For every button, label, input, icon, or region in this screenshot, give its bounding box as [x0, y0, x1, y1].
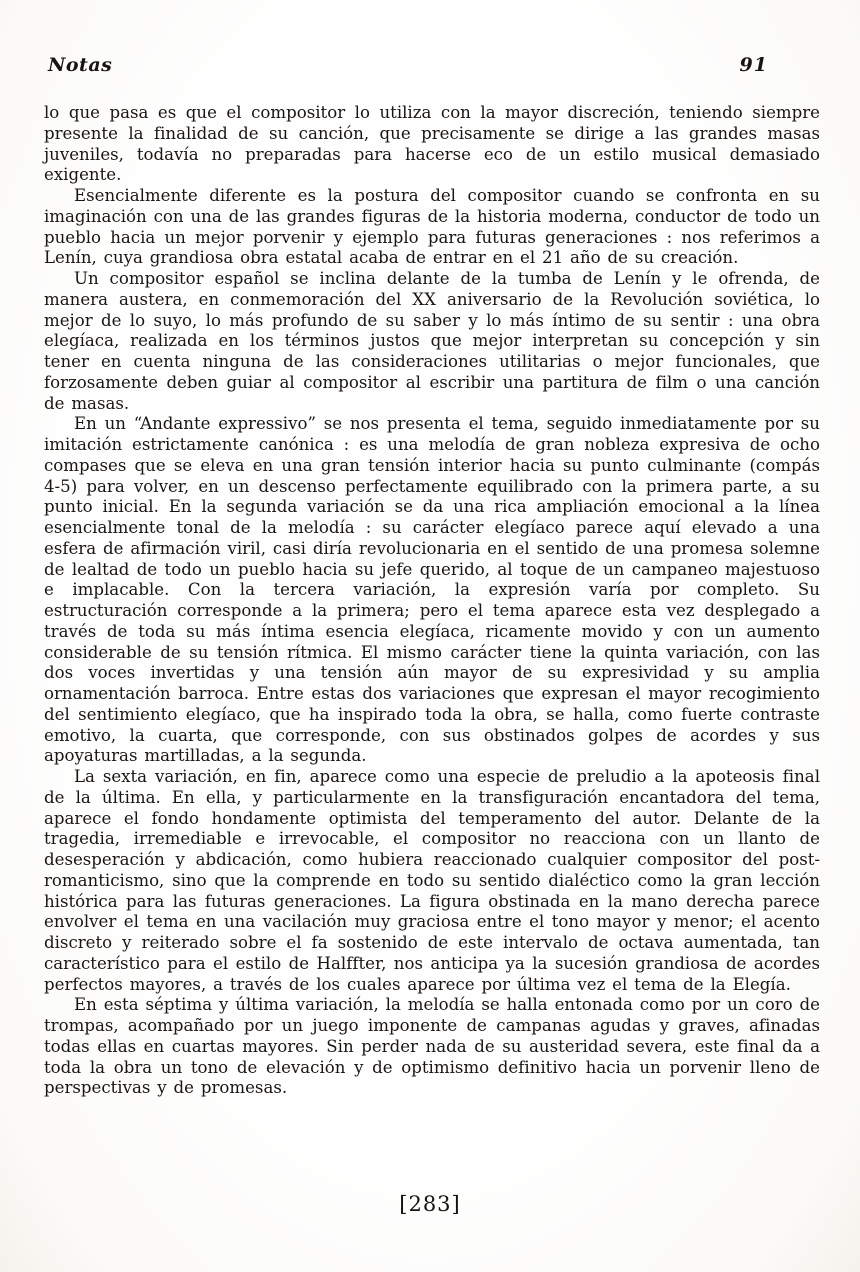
body-text	[44, 103, 820, 1099]
folio-number: [283]	[399, 1192, 461, 1216]
paragraph: lo que pasa es que el compositor lo utiliza con la mayor discreción, teniendo siempre presente la finalidad de su canción, que precisamente se dirige a las grandes masas juveniles, todavía no preparadas para hacerse eco de un estilo musical demasiado exigente.	[44, 103, 820, 185]
paragraph: En esta séptima y última variación, la melodía se halla entonada como por un coro de trompas, acompañado por un juego imponente de campanas agudas y graves, afinadas todas ellas en cuartas mayores. Sin perder nada de su austeridad severa, este final da a toda la obra un tono de elevación y de optimismo definitivo hacia un porvenir lleno de perspectivas y de promesas.	[44, 995, 820, 1098]
page-number: 91	[739, 54, 768, 76]
running-head-title: Notas	[48, 54, 113, 76]
page-footer	[0, 1192, 860, 1216]
paragraph: En un “Andante expressivo” se nos presenta el tema, seguido inmediatamente por su imitación estrictamente canónica : es una melodía de gran nobleza expresiva de ocho compases que se eleva en una gran tensión interior hacia su punto culminante (compás 4-5) para volver, en un descenso perfectamente equilibrado con la primera parte, a su punto inicial. En la segunda variación se da una rica ampliación emocional a la línea esencialmente tonal de la melodía : su carácter elegíaco parece aquí elevado a una esfera de afirmación viril, casi diría revolucionaria en el sentido de una promesa solemne de lealtad de todo un pueblo hacia su jefe querido, al toque de un campaneo majestuoso e implacable. Con la tercera variación, la expresión varía por completo. Su estructuración corresponde a la primera; pero el tema aparece esta vez desplegado a través de toda su más íntima esencia elegíaca, ricamente movido y con un aumento considerable de su tensión rítmica. El mismo carácter tiene la quinta variación, con las dos voces invertidas y una tensión aún mayor de su expresividad y su amplia ornamentación barroca. Entre estas dos variaciones que expresan el mayor recogimiento del sentimiento elegíaco, que ha inspirado toda la obra, se halla, como fuerte contraste emotivo, la cuarta, que corresponde, con sus obstinados golpes de acordes y sus apoyaturas martilladas, a la segunda.	[44, 414, 820, 766]
running-head	[48, 54, 768, 76]
paragraph: Un compositor español se inclina delante de la tumba de Lenín y le ofrenda, de manera austera, en conmemoración del XX aniversario de la Revolución soviética, lo mejor de lo suyo, lo más profundo de su saber y lo más íntimo de su sentir : una obra elegíaca, realizada en los términos justos que mejor interpretan su concepción y sin tener en cuenta ninguna de las consideraciones utilitarias o mejor funcionales, que forzosamente deben guiar al compositor al escribir una partitura de film o una canción de masas.	[44, 269, 820, 413]
paragraph: Esencialmente diferente es la postura del compositor cuando se confronta en su imaginación con una de las grandes figuras de la historia moderna, conductor de todo un pueblo hacia un mejor porvenir y ejemplo para futuras generaciones : nos referimos a Lenín, cuya grandiosa obra estatal acaba de entrar en el 21 año de su creación.	[44, 186, 820, 268]
paragraph: La sexta variación, en fin, aparece como una especie de preludio a la apoteosis final de la última. En ella, y particularmente en la transfiguración encantadora del tema, aparece el fondo hondamente optimista del temperamento del autor. Delante de la tragedia, irremediable e irrevocable, el compositor no reacciona con un llanto de desesperación y abdicación, como hubiera reaccionado cualquier compositor del post-romanticismo, sino que la comprende en todo su sentido dialéctico como la gran lección histórica para las futuras generaciones. La figura obstinada en la mano derecha parece envolver el tema en una vacilación muy graciosa entre el tono mayor y menor; el acento discreto y reiterado sobre el fa sostenido de este intervalo de octava aumentada, tan característico para el estilo de Halffter, nos anticipa ya la sucesión grandiosa de acordes perfectos mayores, a través de los cuales aparece por última vez el tema de la Elegía.	[44, 767, 820, 994]
